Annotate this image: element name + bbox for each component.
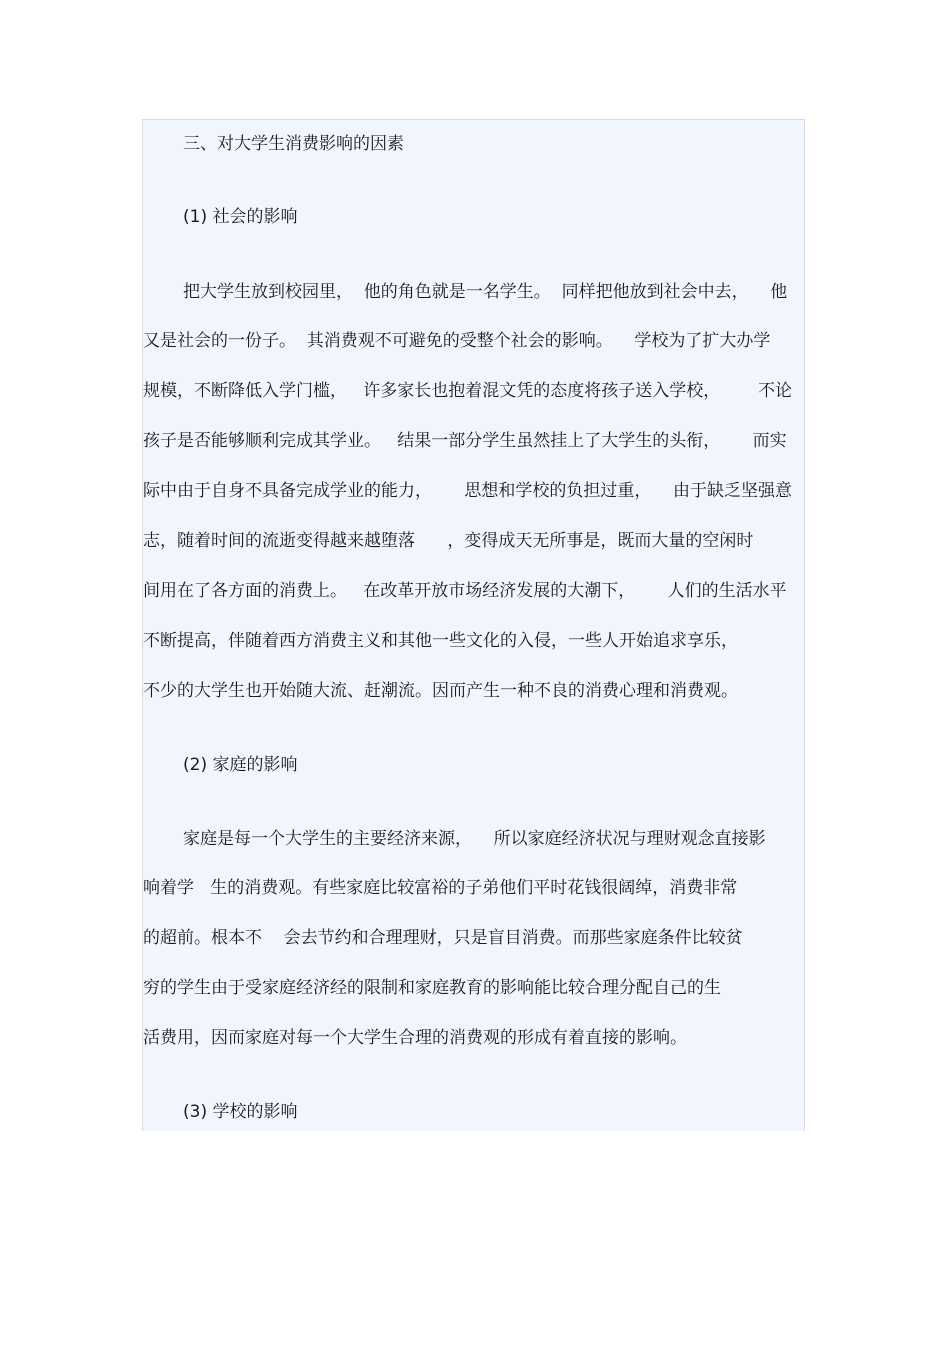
paragraph-line: 活费用，因而家庭对每一个大学生合理的消费观的形成有着直接的影响。 [143,1028,687,1048]
paragraph-line: 规模，不断降低入学门槛， 许多家长也抱着混文凭的态度将孩子送入学校， 不论 [143,381,793,401]
section-title: 三、对大学生消费影响的因素 [183,134,404,154]
subheading-social: (1) 社会的影响 [183,207,298,227]
paragraph-line: 穷的学生由于受家庭经济经的限制和家庭教育的影响能比较合理分配自己的生 [143,978,721,998]
paragraph-line: 孩子是否能够顺利完成其学业。 结果一部分学生虽然挂上了大学生的头衔， 而实 [143,431,787,451]
subheading-family: (2) 家庭的影响 [183,755,298,775]
paragraph-line: 的超前。根本不 会去节约和合理理财，只是盲目消费。而那些家庭条件比较贫 [143,928,743,948]
paragraph-line: 间用在了各方面的消费上。 在改革开放市场经济发展的大潮下， 人们的生活水平 [143,581,787,601]
paragraph-line: 响着学 生的消费观。有些家庭比较富裕的子弟他们平时花钱很阔绰，消费非常 [143,878,738,898]
paragraph-line: 不少的大学生也开始随大流、赶潮流。因而产生一种不良的消费心理和消费观。 [143,681,738,701]
paragraph-line: 把大学生放到校园里， 他的角色就是一名学生。 同样把他放到社会中去， 他 [183,282,788,302]
document-panel [142,119,805,1131]
paragraph-line: 不断提高，伴随着西方消费主义和其他一些文化的入侵，一些人开始追求享乐， [143,631,738,651]
paragraph-line: 志，随着时间的流逝变得越来越堕落 ，变得成天无所事是，既而大量的空闲时 [143,531,754,551]
subheading-school: (3) 学校的影响 [183,1102,298,1122]
paragraph-line: 际中由于自身不具备完成学业的能力， 思想和学校的负担过重， 由于缺乏坚强意 [143,481,793,501]
paragraph-line: 家庭是每一个大学生的主要经济来源， 所以家庭经济状况与理财观念直接影 [183,829,766,849]
paragraph-line: 又是社会的一份子。 其消费观不可避免的受整个社会的影响。 学校为了扩大办学 [143,331,771,351]
